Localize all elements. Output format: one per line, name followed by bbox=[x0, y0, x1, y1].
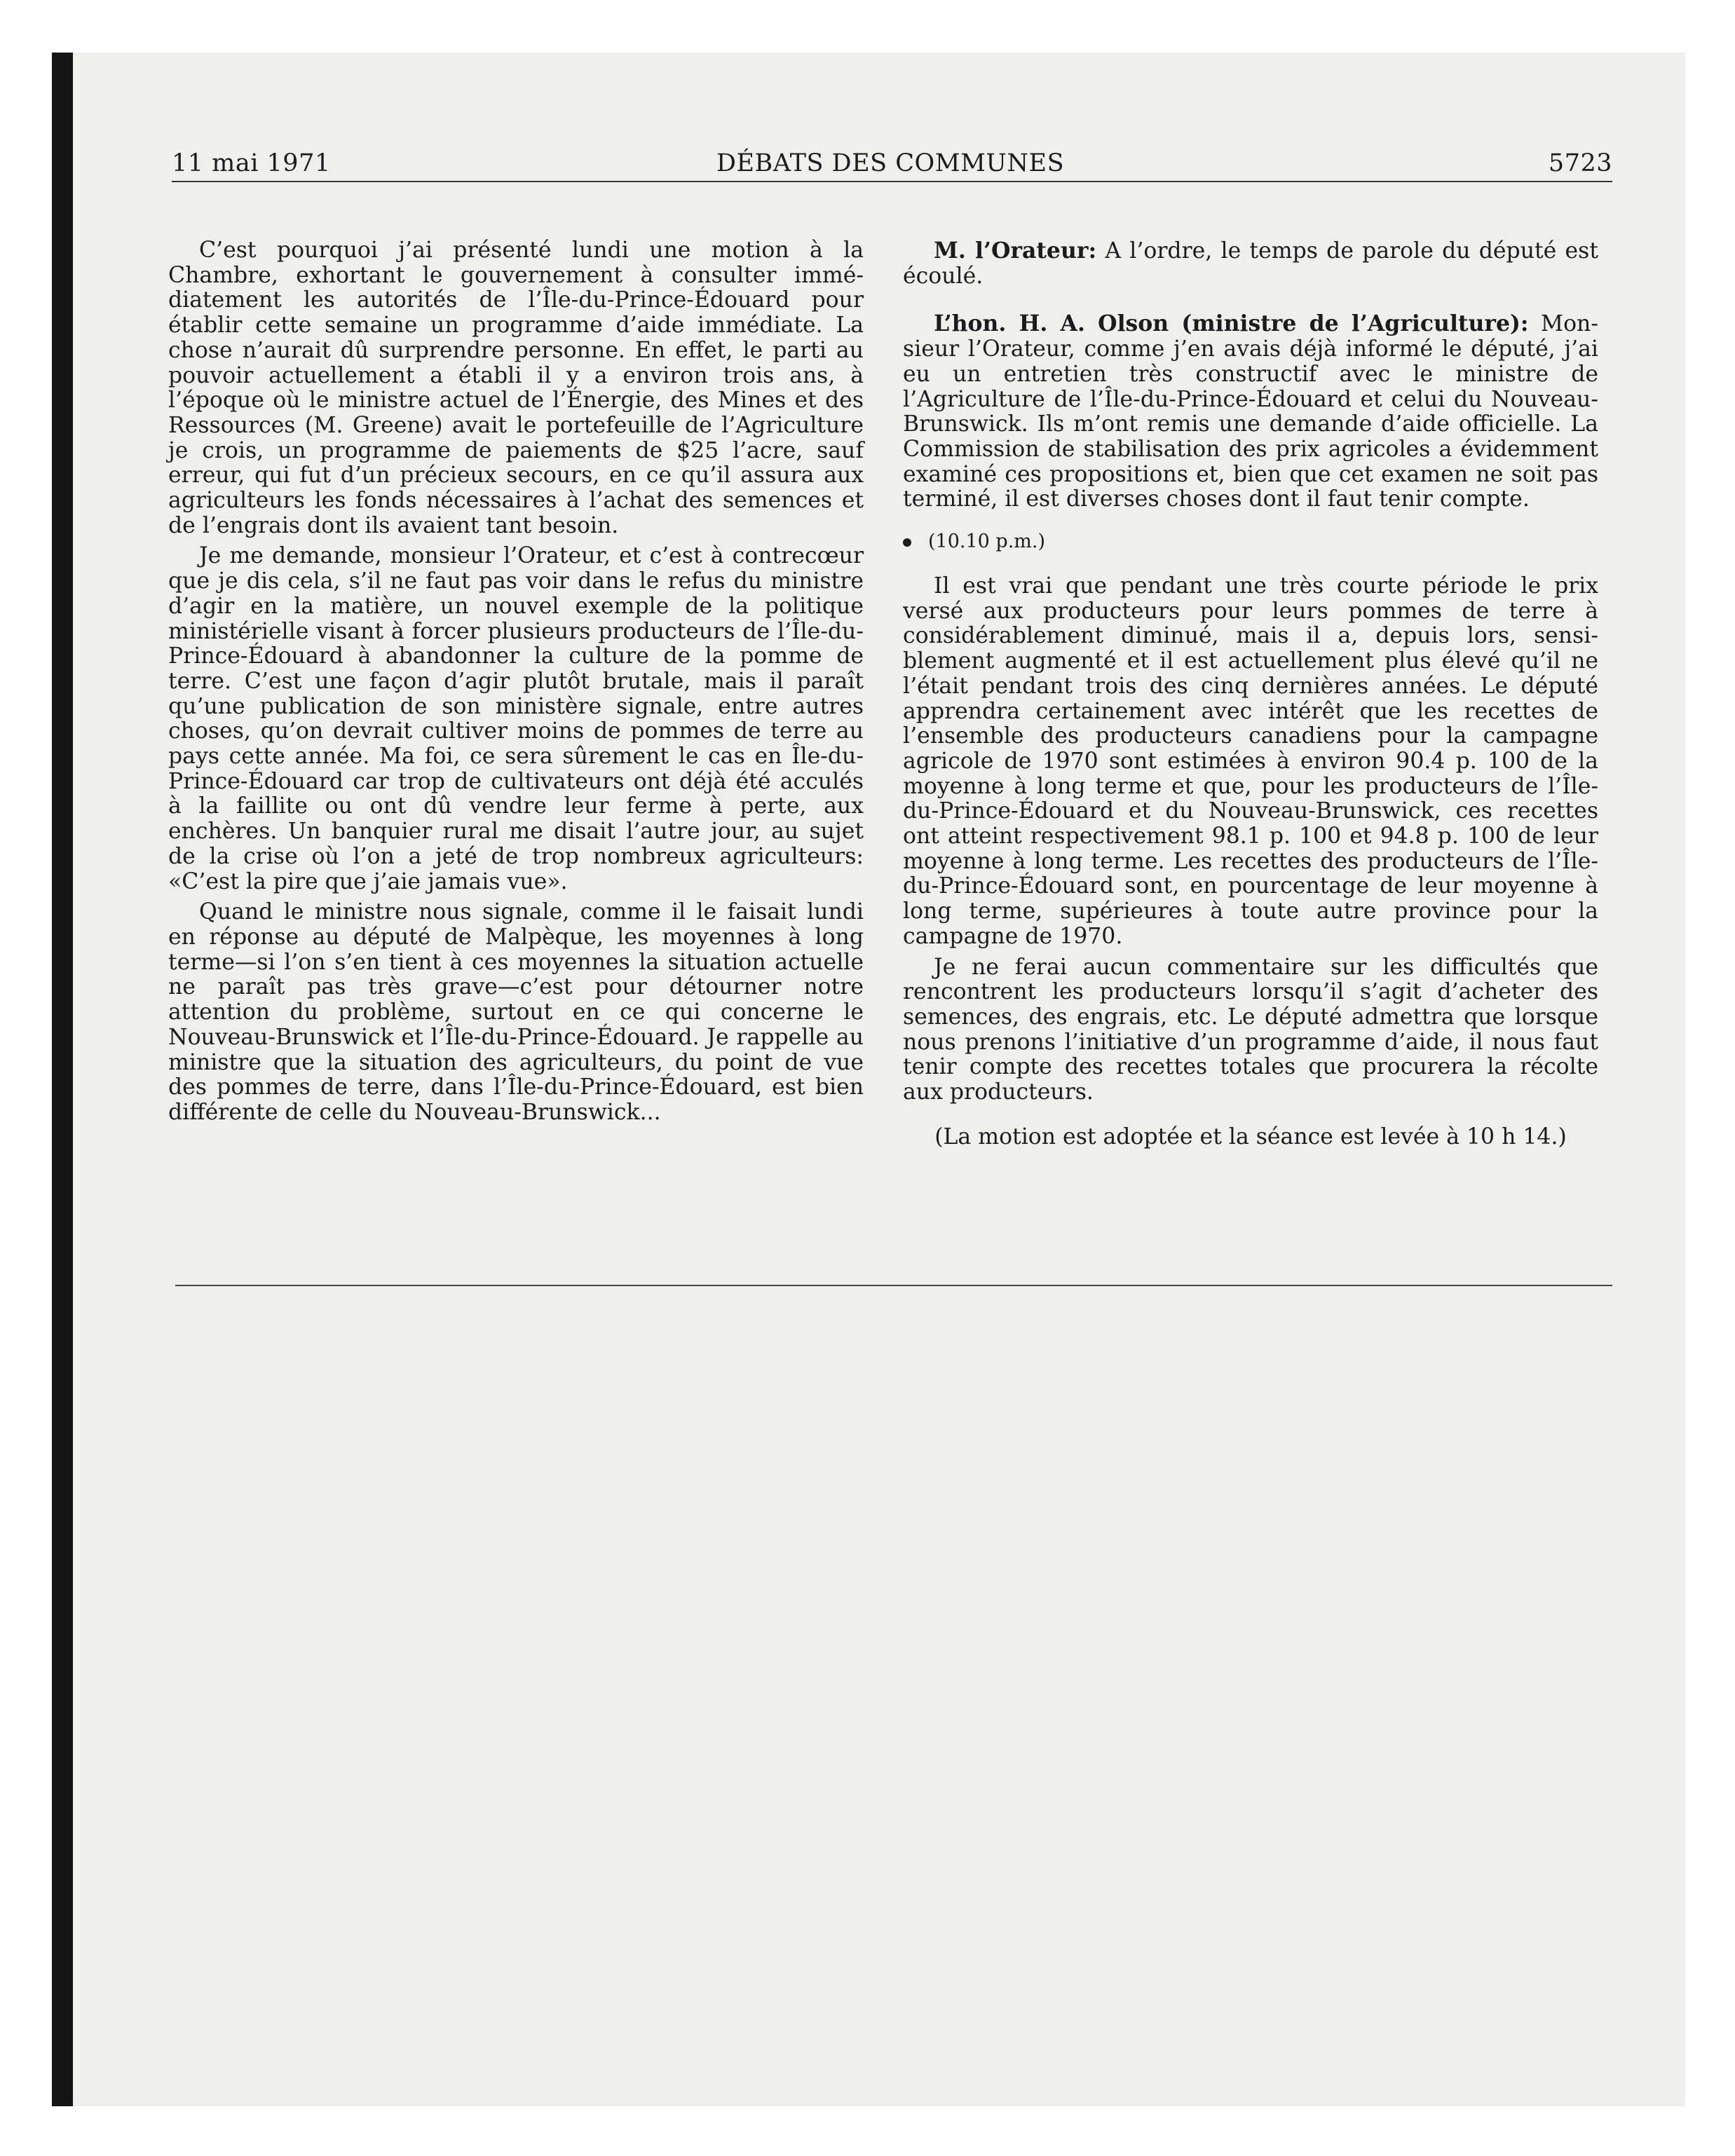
left-paragraph-3: Quand le ministre nous signale, comme il le faisait lundi en réponse au député de Malpèque, les moyennes à long terme—si l’on s’en tient à ces moyennes la situation actuelle ne paraît pas très grave—c’est pour détourner notre attention du problème, surtout en ce qui concerne le Nouveau-Brunswick et l’Île-du-Prince-Édouard. Je rappelle au ministre que la situation des agriculteurs, du point de vue des pommes de terre, dans l’Île-du-Prince-Édouard, est bien différente de celle du Nouveau-Brunswick... bbox=[168, 899, 864, 1125]
speech-orateur bbox=[903, 238, 1598, 289]
header-page-number: 5723 bbox=[1548, 149, 1612, 177]
bullet-icon bbox=[903, 538, 911, 547]
header-rule bbox=[172, 181, 1612, 182]
right-column bbox=[903, 238, 1598, 1156]
speaker-orateur: M. l’Orateur: bbox=[934, 238, 1097, 264]
scan-edge-shadow bbox=[52, 53, 73, 2106]
header-title: DÉBATS DES COMMUNES bbox=[716, 149, 1065, 177]
time-marker-text: (10.10 p.m.) bbox=[928, 531, 1045, 553]
speech-olson-text: Monsieur l’Orateur, comme j’en avais déjà informé le député, j’ai eu un entretien très constructif avec le ministre de l’Agriculture de l’Île-du-Prince-Édouard et celui du Nouveau-Brunswick. Ils m’ont remis une demande d’aide officielle. La Commission de stabilisation des prix agricoles a évidemment examiné ces propositions et, bien que cet examen ne soit pas terminé, il est diverses choses dont il faut tenir compte. bbox=[903, 311, 1598, 512]
closing-note: (La motion est adoptée et la séance est levée à 10 h 14.) bbox=[934, 1124, 1567, 1149]
left-paragraph-2: Je me demande, monsieur l’Orateur, et c’est à contrecœur que je dis cela, s’il ne faut pas voir dans le refus du ministre d’agir en la matière, un nouvel exemple de la politique ministérielle visant à forcer plusieurs producteurs de l’Île-du-Prince-Édouard à abandonner la culture de la pomme de terre. C’est une façon d’agir plutôt brutale, mais il paraît qu’une publication de son ministère signale, entre autres choses, qu’on devrait cultiver moins de pommes de terre au pays cette année. Ma foi, ce sera sûrement le cas en Île-du-Prince-Édouard car trop de cultivateurs ont déjà été acculés à la faillite ou ont dû vendre leur ferme à perte, aux enchères. Un banquier rural me disait l’autre jour, au sujet de la crise où l’on a jeté de trop nombreux agriculteurs: «C’est la pire que j’aie jamais vue». bbox=[168, 543, 864, 894]
speaker-olson: L’hon. H. A. Olson (ministre de l’Agriculture): bbox=[934, 311, 1529, 337]
right-paragraph-3: Je ne ferai aucun commentaire sur les difficultés que rencontrent les producteurs lorsqu’il s’agit d’acheter des semences, des engrais, etc. Le député admettra que lorsque nous prenons l’initiative d’un programme d’aide, il nous faut tenir compte des recettes totales que procurera la récolte aux producteurs. bbox=[903, 954, 1598, 1105]
speech-orateur-text: A l’ordre, le temps de parole du député est écoulé. bbox=[903, 238, 1598, 289]
right-paragraph-2: Il est vrai que pendant une très courte période le prix versé aux producteurs pour leurs pommes de terre à considérablement diminué, mais il a, depuis lors, sensiblement augmenté et il est actuellement plus élevé qu’il ne l’était pendant trois des cinq dernières années. Le député apprendra certainement avec intérêt que les recettes de l’ensemble des producteurs canadiens pour la campagne agricole de 1970 sont estimées à environ 90.4 p. 100 de la moyenne à long terme et que, pour les producteurs de l’Île-du-Prince-Édouard et du Nouveau-Brunswick, ces recettes ont atteint respectivement 98.1 p. 100 et 94.8 p. 100 de leur moyenne à long terme. Les recettes des producteurs de l’Île-du-Prince-Édouard sont, en pourcentage de leur moyenne à long terme, supérieures à toute autre province pour la campagne de 1970. bbox=[903, 573, 1598, 949]
left-paragraph-1: C’est pourquoi j’ai présenté lundi une motion à la Chambre, exhortant le gouvernement à consulter immédiatement les autorités de l’Île-du-Prince-Édouard pour établir cette semaine un programme d’aide immédiate. La chose n’aurait dû surprendre personne. En effet, le parti au pouvoir actuellement a établi il y a environ trois ans, à l’époque où le ministre actuel de l’Énergie, des Mines et des Ressources (M. Greene) avait le portefeuille de l’Agriculture je crois, un programme de paiements de $25 l’acre, sauf erreur, qui fut d’un précieux secours, en ce qu’il assura aux agriculteurs les fonds nécessaires à l’achat des semences et de l’engrais dont ils avaient tant besoin. bbox=[168, 238, 864, 538]
time-marker bbox=[903, 531, 1598, 553]
header-date: 11 mai 1971 bbox=[172, 149, 331, 177]
speech-olson bbox=[903, 311, 1598, 512]
left-column bbox=[168, 238, 864, 1131]
footer-rule bbox=[175, 1285, 1612, 1286]
